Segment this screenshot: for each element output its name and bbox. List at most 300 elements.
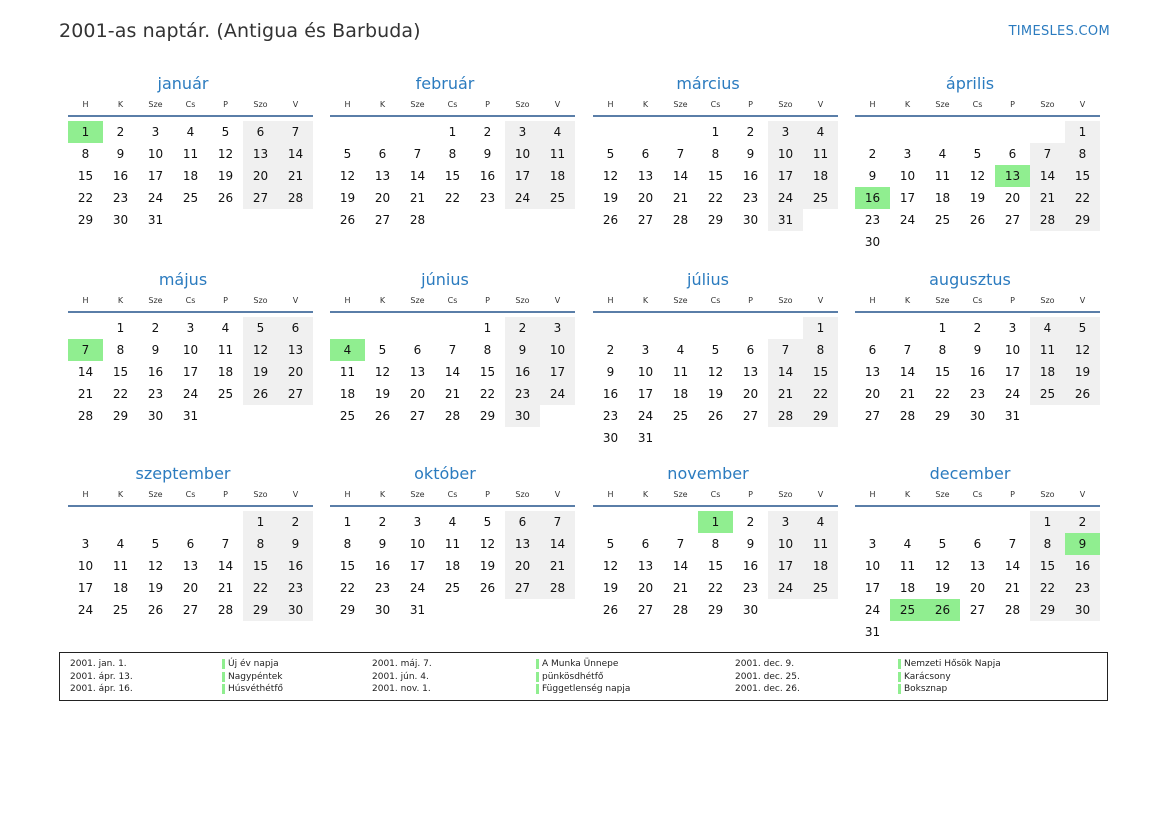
weekday-label: V [817,296,824,305]
legend-holiday-name [536,671,603,683]
day-cell: 7 [221,537,230,551]
day-cell: 26 [602,213,619,227]
weekday-label: P [748,490,753,499]
day-cell: 30 [602,431,619,445]
day-cell: 31 [637,431,654,445]
day-cell: 26 [1065,383,1100,405]
day-cell: 6 [186,537,195,551]
day-cell: 27 [278,383,313,405]
day-cell: 29 [934,409,951,423]
holiday-legend [59,652,1108,701]
weekday-label: P [1010,296,1015,305]
day-cell: 20 [969,581,986,595]
month-name: május [158,270,208,289]
day-cell: 20 [409,387,426,401]
legend-date: 2001. jan. 1. [70,659,127,669]
day-cell: 22 [112,387,129,401]
day-cell: 19 [147,581,164,595]
day-cell: 31 [182,409,199,423]
day-cell: 16 [278,555,313,577]
day-cell: 30 [864,235,881,249]
day-cell: 25 [803,577,838,599]
day-cell: 28 [409,213,426,227]
day-cell: 25 [803,187,838,209]
day-cell: 4 [540,121,575,143]
day-cell: 14 [77,365,94,379]
day-cell: 22 [1065,187,1100,209]
day-cell: 7 [676,147,685,161]
month-name: március [676,74,740,93]
day-cell: 6 [973,537,982,551]
day-cell: 17 [182,365,199,379]
day-cell: 28 [899,409,916,423]
day-cell: 21 [899,387,916,401]
day-cell: 3 [413,515,422,529]
day-cell: 16 [742,169,759,183]
day-cell: 25 [112,603,129,617]
day-cell: 25 [934,213,951,227]
brand-link[interactable]: TIMESLES.COM [1008,24,1110,39]
day-cell: 8 [483,343,492,357]
weekday-label: Sze [148,296,163,305]
day-cell: 27 [864,409,881,423]
day-cell: 11 [339,365,356,379]
day-cell: 15 [479,365,496,379]
day-cell: 17 [864,581,881,595]
legend-date: 2001. dec. 25. [735,671,800,682]
day-cell: 11 [1030,339,1065,361]
day-cell: 3 [768,511,803,533]
day-cell: 26 [147,603,164,617]
day-cell: 4 [903,537,912,551]
day-cell: 21 [672,581,689,595]
day-cell: 27 [637,213,654,227]
day-cell: 23 [147,387,164,401]
day-cell: 22 [707,581,724,595]
legend-holiday-label: Függetlenség napja [542,684,631,694]
day-cell: 29 [77,213,94,227]
day-cell: 29 [707,213,724,227]
day-cell: 1 [711,125,720,139]
day-cell: 24 [505,187,540,209]
day-cell: 20 [278,361,313,383]
legend-holiday-label: Boksznap [904,684,948,694]
day-cell: 10 [1004,343,1021,357]
day-cell: 31 [1004,409,1021,423]
day-cell: 3 [903,147,912,161]
day-cell: 28 [672,213,689,227]
day-cell: 27 [742,409,759,423]
day-cell: 8 [116,343,125,357]
day-cell: 12 [934,559,951,573]
weekday-label: P [223,296,228,305]
day-cell: 17 [505,165,540,187]
holiday-day-cell: 16 [855,187,890,209]
day-cell: 1 [116,321,125,335]
weekday-label: Cs [447,296,458,305]
day-cell: 6 [641,537,650,551]
legend-date: 2001. dec. 26. [735,684,800,694]
weekday-header [330,294,575,308]
day-cell: 27 [374,213,391,227]
day-cell: 30 [505,405,540,427]
day-cell: 18 [672,387,689,401]
day-cell: 9 [746,537,755,551]
day-cell: 8 [711,537,720,551]
day-cell: 10 [864,559,881,573]
weekday-label: K [117,100,124,109]
holiday-day-cell: 1 [68,121,103,143]
month-name: július [687,270,729,289]
legend-holiday-name [898,658,1001,670]
day-cell: 18 [803,555,838,577]
day-cell: 9 [378,537,387,551]
day-cell: 20 [637,191,654,205]
day-cell: 2 [116,125,125,139]
legend-holiday-name [898,671,951,683]
day-cell: 4 [186,125,195,139]
weekday-label: K [642,490,649,499]
weekday-label: H [607,296,614,305]
day-cell: 5 [973,147,982,161]
weekday-label: Cs [185,490,196,499]
day-cell: 15 [77,169,94,183]
month-divider [330,311,575,313]
month-divider [68,115,313,117]
day-cell: 12 [339,169,356,183]
day-cell: 12 [1065,339,1100,361]
legend-holiday-name [536,683,630,695]
day-cell: 5 [483,515,492,529]
day-cell: 30 [742,603,759,617]
legend-holiday-name [536,658,618,670]
day-cell: 8 [243,533,278,555]
month-name: november [667,464,749,483]
day-cell: 24 [182,387,199,401]
weekday-label: H [607,100,614,109]
day-cell: 25 [339,409,356,423]
month-divider [593,505,838,507]
day-cell: 3 [81,537,90,551]
day-cell: 2 [505,317,540,339]
day-cell: 12 [147,559,164,573]
holiday-day-cell: 13 [995,165,1030,187]
day-cell: 4 [938,147,947,161]
day-cell: 8 [1065,143,1100,165]
weekday-label: Sze [673,296,688,305]
legend-date: 2001. jún. 4. [372,671,429,682]
day-cell: 19 [602,191,619,205]
weekday-label: Szo [253,100,268,109]
day-cell: 2 [483,125,492,139]
day-cell: 24 [540,383,575,405]
weekday-header [68,488,313,502]
day-cell: 26 [339,213,356,227]
day-cell: 11 [803,143,838,165]
day-cell: 11 [934,169,951,183]
weekday-label: Szo [778,490,793,499]
day-cell: 21 [409,191,426,205]
day-cell: 20 [505,555,540,577]
day-cell: 27 [969,603,986,617]
day-cell: 4 [803,511,838,533]
day-cell: 3 [868,537,877,551]
weekday-label: Szo [515,100,530,109]
weekday-label: Szo [253,490,268,499]
day-cell: 28 [278,187,313,209]
weekday-header [855,294,1100,308]
day-cell: 2 [151,321,160,335]
day-cell: 22 [77,191,94,205]
weekday-label: P [485,490,490,499]
day-cell: 7 [1030,143,1065,165]
day-cell: 18 [182,169,199,183]
day-cell: 31 [864,625,881,639]
legend-holiday-label: Nemzeti Hősök Napja [904,659,1001,669]
day-cell: 28 [1004,603,1021,617]
day-cell: 30 [374,603,391,617]
day-cell: 12 [969,169,986,183]
day-cell: 10 [147,147,164,161]
day-cell: 11 [112,559,129,573]
month-divider [330,505,575,507]
day-cell: 20 [637,581,654,595]
day-cell: 19 [339,191,356,205]
day-cell: 28 [768,405,803,427]
day-cell: 23 [278,577,313,599]
day-cell: 13 [864,365,881,379]
day-cell: 19 [602,581,619,595]
day-cell: 8 [448,147,457,161]
weekday-label: P [1010,490,1015,499]
day-cell: 1 [803,317,838,339]
day-cell: 31 [147,213,164,227]
day-cell: 11 [899,559,916,573]
day-cell: 23 [742,191,759,205]
weekday-label: Szo [1040,296,1055,305]
day-cell: 15 [707,169,724,183]
weekday-label: K [904,100,911,109]
day-cell: 16 [1065,555,1100,577]
legend-holiday-name [898,683,947,695]
day-cell: 7 [413,147,422,161]
day-cell: 23 [112,191,129,205]
day-cell: 27 [505,577,540,599]
day-cell: 11 [803,533,838,555]
day-cell: 24 [637,409,654,423]
day-cell: 25 [672,409,689,423]
day-cell: 5 [606,537,615,551]
day-cell: 13 [742,365,759,379]
day-cell: 12 [243,339,278,361]
day-cell: 1 [243,511,278,533]
month-divider [593,115,838,117]
day-cell: 9 [278,533,313,555]
day-cell: 26 [217,191,234,205]
day-cell: 27 [637,603,654,617]
weekday-label: Szo [515,296,530,305]
weekday-label: V [554,296,561,305]
day-cell: 2 [606,343,615,357]
month-divider [68,311,313,313]
weekday-label: Sze [935,490,950,499]
holiday-marker-icon [898,672,901,682]
day-cell: 1 [1030,511,1065,533]
day-cell: 8 [81,147,90,161]
day-cell: 9 [483,147,492,161]
day-cell: 23 [864,213,881,227]
day-cell: 23 [505,383,540,405]
day-cell: 28 [672,603,689,617]
day-cell: 14 [540,533,575,555]
day-cell: 29 [707,603,724,617]
day-cell: 24 [864,603,881,617]
weekday-label: Cs [972,490,983,499]
weekday-label: V [292,490,299,499]
day-cell: 30 [112,213,129,227]
day-cell: 26 [243,383,278,405]
day-cell: 25 [217,387,234,401]
weekday-label: Sze [410,490,425,499]
weekday-label: K [904,490,911,499]
day-cell: 24 [768,187,803,209]
day-cell: 24 [899,213,916,227]
day-cell: 7 [903,343,912,357]
day-cell: 11 [672,365,689,379]
legend-holiday-name [222,683,283,695]
weekday-label: P [485,296,490,305]
month-name: április [945,74,995,93]
weekday-label: Sze [673,490,688,499]
day-cell: 24 [409,581,426,595]
day-cell: 16 [147,365,164,379]
day-cell: 23 [1065,577,1100,599]
day-cell: 25 [1030,383,1065,405]
day-cell: 18 [1030,361,1065,383]
weekday-label: Szo [253,296,268,305]
day-cell: 27 [182,603,199,617]
day-cell: 20 [742,387,759,401]
month-divider [330,115,575,117]
day-cell: 10 [540,339,575,361]
day-cell: 16 [112,169,129,183]
day-cell: 28 [217,603,234,617]
weekday-label: H [82,296,89,305]
holiday-day-cell: 26 [925,599,960,621]
day-cell: 13 [278,339,313,361]
holiday-marker-icon [536,672,539,682]
legend-holiday-label: Karácsony [904,671,951,682]
day-cell: 11 [444,537,461,551]
weekday-label: V [1079,100,1086,109]
day-cell: 5 [343,147,352,161]
day-cell: 19 [969,191,986,205]
day-cell: 13 [409,365,426,379]
day-cell: 19 [243,361,278,383]
day-cell: 21 [768,383,803,405]
day-cell: 5 [938,537,947,551]
day-cell: 24 [768,577,803,599]
weekday-header [330,98,575,112]
day-cell: 5 [711,343,720,357]
weekday-label: H [82,100,89,109]
day-cell: 7 [448,343,457,357]
month-name: augusztus [929,270,1011,289]
day-cell: 22 [479,387,496,401]
day-cell: 26 [602,603,619,617]
day-cell: 17 [768,555,803,577]
day-cell: 3 [768,121,803,143]
weekday-label: Sze [148,490,163,499]
day-cell: 29 [112,409,129,423]
month-name: október [414,464,476,483]
day-cell: 6 [641,147,650,161]
day-cell: 14 [672,559,689,573]
day-cell: 18 [934,191,951,205]
day-cell: 6 [278,317,313,339]
day-cell: 3 [186,321,195,335]
day-cell: 1 [448,125,457,139]
day-cell: 10 [768,533,803,555]
weekday-label: Cs [447,490,458,499]
month-name: szeptember [135,464,231,483]
day-cell: 17 [899,191,916,205]
day-cell: 26 [707,409,724,423]
day-cell: 5 [221,125,230,139]
day-cell: 13 [374,169,391,183]
weekday-label: V [292,296,299,305]
holiday-day-cell: 25 [890,599,925,621]
day-cell: 23 [479,191,496,205]
day-cell: 15 [444,169,461,183]
weekday-label: Szo [778,100,793,109]
weekday-header [593,488,838,502]
weekday-label: H [344,100,351,109]
day-cell: 19 [707,387,724,401]
day-cell: 6 [413,343,422,357]
weekday-label: P [748,296,753,305]
day-cell: 9 [606,365,615,379]
day-cell: 22 [1030,577,1065,599]
day-cell: 6 [243,121,278,143]
day-cell: 20 [182,581,199,595]
day-cell: 12 [374,365,391,379]
day-cell: 16 [479,169,496,183]
day-cell: 23 [969,387,986,401]
day-cell: 8 [803,339,838,361]
holiday-day-cell: 7 [68,339,103,361]
day-cell: 11 [182,147,199,161]
day-cell: 16 [742,559,759,573]
day-cell: 2 [746,515,755,529]
day-cell: 30 [147,409,164,423]
day-cell: 14 [444,365,461,379]
weekday-label: Cs [447,100,458,109]
weekday-label: Cs [710,490,721,499]
legend-date: 2001. nov. 1. [372,684,431,694]
day-cell: 7 [540,511,575,533]
day-cell: 29 [1030,599,1065,621]
weekday-label: V [817,490,824,499]
day-cell: 13 [505,533,540,555]
day-cell: 6 [505,511,540,533]
day-cell: 19 [479,559,496,573]
day-cell: 10 [899,169,916,183]
day-cell: 10 [505,143,540,165]
day-cell: 18 [217,365,234,379]
weekday-label: Sze [410,100,425,109]
day-cell: 24 [77,603,94,617]
